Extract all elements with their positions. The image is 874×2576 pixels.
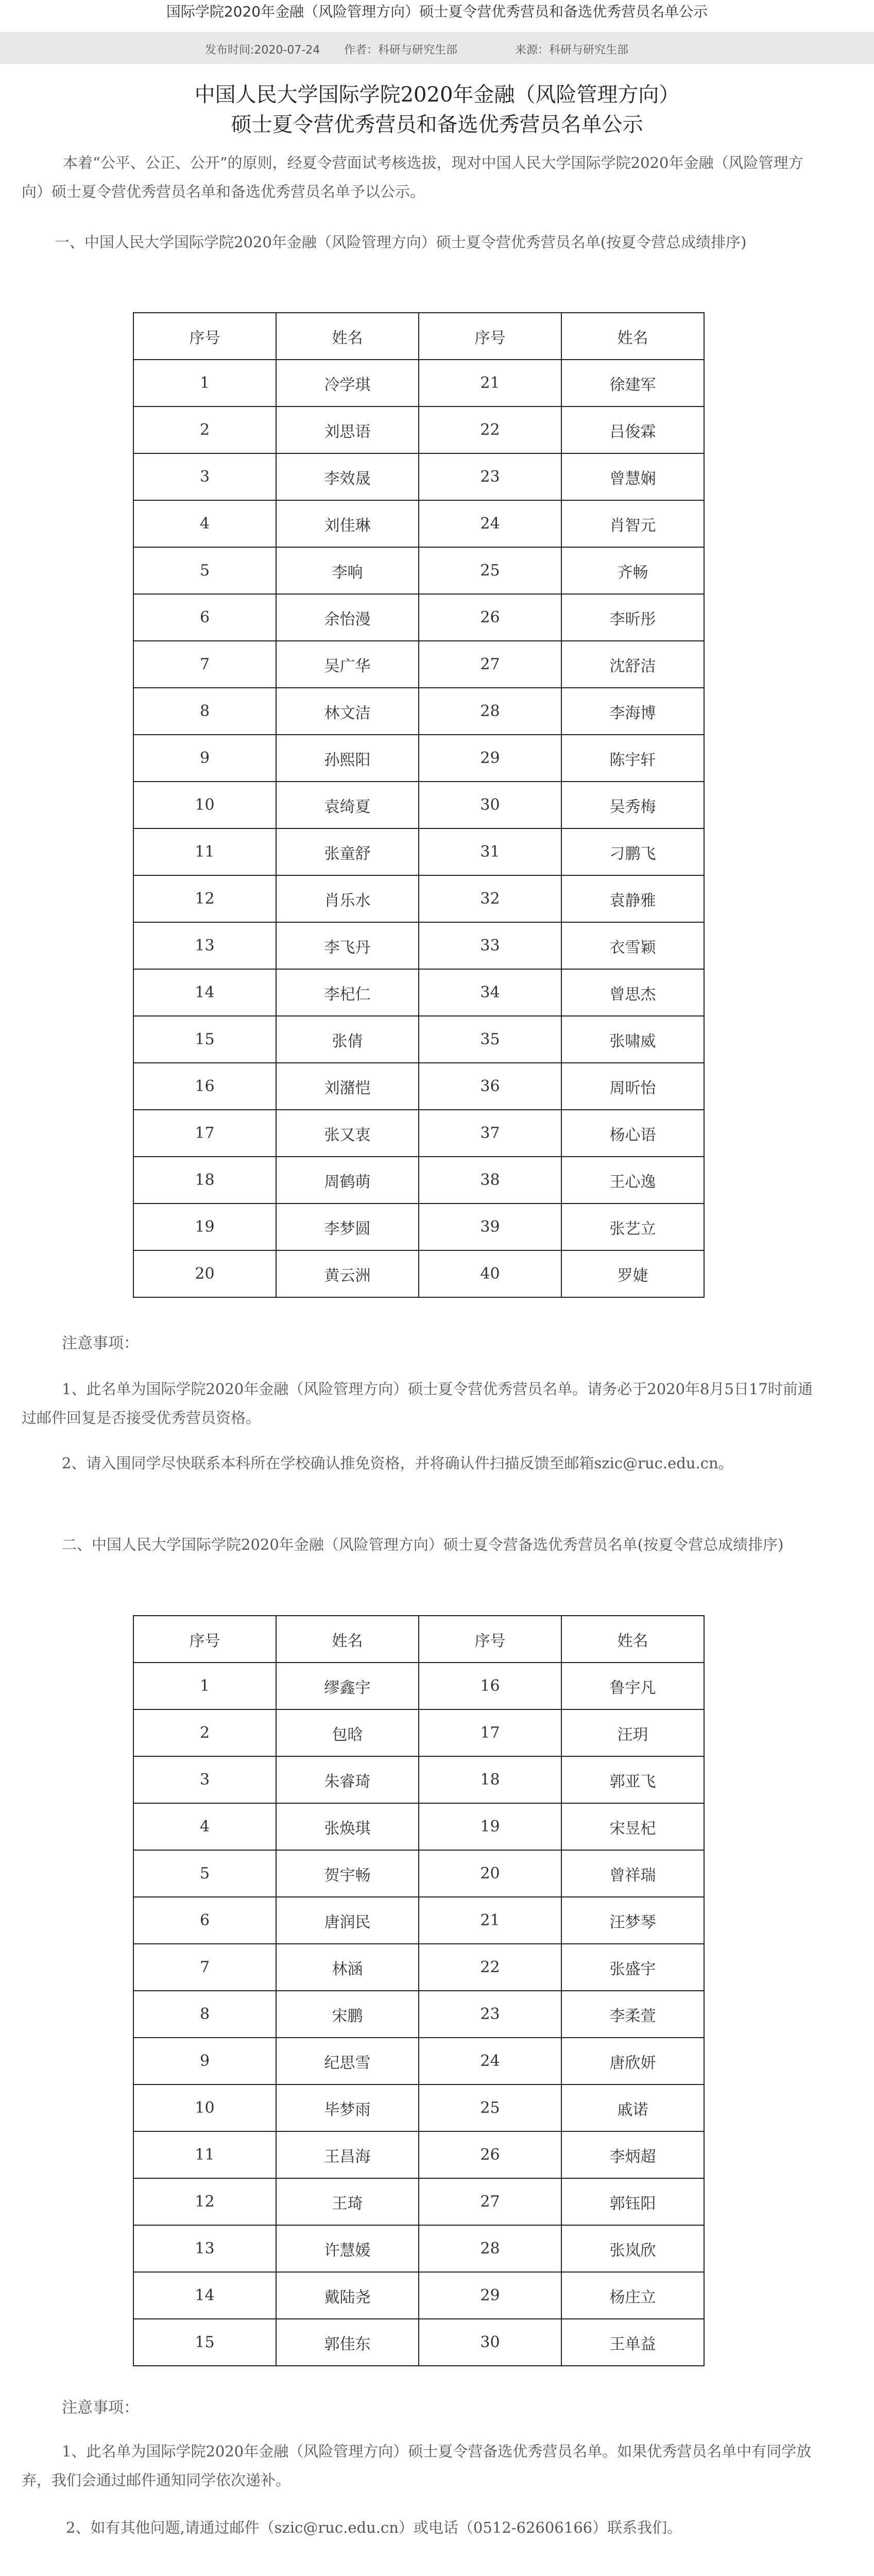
row-number-cell: 9 bbox=[133, 2038, 276, 2084]
row-number-cell: 11 bbox=[133, 828, 276, 875]
notes1-heading: 注意事项： bbox=[62, 1334, 139, 1352]
student-name-cell: 王心逸 bbox=[561, 1157, 704, 1204]
table-row bbox=[133, 641, 704, 688]
row-number-cell: 22 bbox=[419, 406, 561, 453]
table-row bbox=[133, 969, 704, 1016]
student-name-cell: 唐润民 bbox=[276, 1897, 419, 1944]
source: 来源：科研与研究生部 bbox=[515, 44, 629, 57]
student-name-cell: 肖乐水 bbox=[276, 875, 419, 922]
row-number-cell: 31 bbox=[419, 828, 561, 875]
row-number-cell: 39 bbox=[419, 1204, 561, 1250]
row-number-cell: 3 bbox=[133, 453, 276, 500]
row-number-cell: 6 bbox=[133, 1897, 276, 1944]
student-name-cell: 沈舒洁 bbox=[561, 641, 704, 688]
row-number-cell: 11 bbox=[133, 2131, 276, 2178]
section1-heading: 一、中国人民大学国际学院2020年金融（风险管理方向）硕士夏令营优秀营员名单(按夏令营总成绩排序) bbox=[55, 233, 747, 251]
row-number-cell: 32 bbox=[419, 875, 561, 922]
student-name-cell: 李炳超 bbox=[561, 2131, 704, 2178]
student-name-cell: 周鹤萌 bbox=[276, 1157, 419, 1204]
row-number-cell: 20 bbox=[133, 1250, 276, 1297]
table-row bbox=[133, 1803, 704, 1850]
student-name-cell: 朱睿琦 bbox=[276, 1756, 419, 1803]
table-header-cell: 姓名 bbox=[561, 1616, 704, 1663]
row-number-cell: 23 bbox=[419, 1991, 561, 2038]
student-name-cell: 陈宇轩 bbox=[561, 735, 704, 782]
row-number-cell: 29 bbox=[419, 2272, 561, 2319]
backup-roster-table bbox=[133, 1615, 705, 2366]
row-number-cell: 1 bbox=[133, 1663, 276, 1709]
row-number-cell: 4 bbox=[133, 500, 276, 547]
row-number-cell: 17 bbox=[419, 1709, 561, 1756]
row-number-cell: 19 bbox=[133, 1204, 276, 1250]
student-name-cell: 林涵 bbox=[276, 1944, 419, 1991]
row-number-cell: 18 bbox=[419, 1756, 561, 1803]
row-number-cell: 12 bbox=[133, 875, 276, 922]
page-top-title: 国际学院2020年金融（风险管理方向）硕士夏令营优秀营员和备选优秀营员名单公示 bbox=[166, 3, 708, 20]
student-name-cell: 王单益 bbox=[561, 2319, 704, 2366]
row-number-cell: 16 bbox=[133, 1063, 276, 1110]
notes2-item2: 2、如有其他问题,请通过邮件（szic@ruc.edu.cn）或电话（0512-62606166）联系我们。 bbox=[66, 2519, 682, 2536]
table-header-cell: 姓名 bbox=[276, 313, 419, 360]
row-number-cell: 27 bbox=[419, 641, 561, 688]
student-name-cell: 吴广华 bbox=[276, 641, 419, 688]
student-name-cell: 郭钰阳 bbox=[561, 2178, 704, 2225]
student-name-cell: 鲁宇凡 bbox=[561, 1663, 704, 1709]
row-number-cell: 13 bbox=[133, 922, 276, 969]
table-row bbox=[133, 2272, 704, 2319]
intro-paragraph: 本着“公平、公正、公开”的原则，经夏令营面试考核选拔，现对中国人民大学国际学院2020年金融（风险管理方向）硕士夏令营优秀营员名单和备选优秀营员名单予以公示。 bbox=[22, 154, 803, 200]
table-row bbox=[133, 1663, 704, 1709]
row-number-cell: 28 bbox=[419, 2225, 561, 2272]
row-number-cell: 7 bbox=[133, 641, 276, 688]
row-number-cell: 14 bbox=[133, 969, 276, 1016]
row-number-cell: 29 bbox=[419, 735, 561, 782]
student-name-cell: 郭佳东 bbox=[276, 2319, 419, 2366]
student-name-cell: 衣雪颖 bbox=[561, 922, 704, 969]
student-name-cell: 张倩 bbox=[276, 1016, 419, 1063]
row-number-cell: 15 bbox=[133, 1016, 276, 1063]
student-name-cell: 李响 bbox=[276, 547, 419, 594]
row-number-cell: 6 bbox=[133, 594, 276, 641]
table-row bbox=[133, 1709, 704, 1756]
table-row bbox=[133, 1944, 704, 1991]
row-number-cell: 30 bbox=[419, 2319, 561, 2366]
student-name-cell: 贺宇畅 bbox=[276, 1850, 419, 1897]
student-name-cell: 李飞丹 bbox=[276, 922, 419, 969]
table-row bbox=[133, 1016, 704, 1063]
student-name-cell: 郭亚飞 bbox=[561, 1756, 704, 1803]
row-number-cell: 24 bbox=[419, 500, 561, 547]
student-name-cell: 李海博 bbox=[561, 688, 704, 735]
row-number-cell: 15 bbox=[133, 2319, 276, 2366]
student-name-cell: 曾祥瑞 bbox=[561, 1850, 704, 1897]
student-name-cell: 宋鹏 bbox=[276, 1991, 419, 2038]
row-number-cell: 1 bbox=[133, 360, 276, 406]
row-number-cell: 21 bbox=[419, 1897, 561, 1944]
table-header-cell: 序号 bbox=[419, 313, 561, 360]
table-row bbox=[133, 1157, 704, 1204]
student-name-cell: 王琦 bbox=[276, 2178, 419, 2225]
row-number-cell: 25 bbox=[419, 547, 561, 594]
student-name-cell: 李效晟 bbox=[276, 453, 419, 500]
student-name-cell: 徐建军 bbox=[561, 360, 704, 406]
student-name-cell: 孙熙阳 bbox=[276, 735, 419, 782]
student-name-cell: 包晗 bbox=[276, 1709, 419, 1756]
table-row bbox=[133, 500, 704, 547]
row-number-cell: 33 bbox=[419, 922, 561, 969]
student-name-cell: 王昌海 bbox=[276, 2131, 419, 2178]
row-number-cell: 36 bbox=[419, 1063, 561, 1110]
row-number-cell: 21 bbox=[419, 360, 561, 406]
table-row bbox=[133, 2131, 704, 2178]
row-number-cell: 26 bbox=[419, 594, 561, 641]
student-name-cell: 曾慧娴 bbox=[561, 453, 704, 500]
student-name-cell: 戚诺 bbox=[561, 2084, 704, 2131]
row-number-cell: 35 bbox=[419, 1016, 561, 1063]
student-name-cell: 刘佳琳 bbox=[276, 500, 419, 547]
student-name-cell: 缪鑫宇 bbox=[276, 1663, 419, 1709]
row-number-cell: 23 bbox=[419, 453, 561, 500]
notes1-item1: 1、此名单为国际学院2020年金融（风险管理方向）硕士夏令营优秀营员名单。请务必于2020年8月5日17时前通过邮件回复是否接受优秀营员资格。 bbox=[22, 1380, 813, 1427]
student-name-cell: 袁绮夏 bbox=[276, 782, 419, 828]
student-name-cell: 张又衷 bbox=[276, 1110, 419, 1157]
table-row bbox=[133, 1850, 704, 1897]
row-number-cell: 13 bbox=[133, 2225, 276, 2272]
row-number-cell: 27 bbox=[419, 2178, 561, 2225]
table-row bbox=[133, 2178, 704, 2225]
table-row bbox=[133, 735, 704, 782]
table-row bbox=[133, 547, 704, 594]
table-header-cell: 序号 bbox=[133, 1616, 276, 1663]
student-name-cell: 张童舒 bbox=[276, 828, 419, 875]
row-number-cell: 19 bbox=[419, 1803, 561, 1850]
excellent-roster-table bbox=[133, 312, 705, 1298]
doc-title-line2: 硕士夏令营优秀营员和备选优秀营员名单公示 bbox=[231, 113, 643, 137]
table-header-row bbox=[133, 1616, 704, 1663]
table-row bbox=[133, 688, 704, 735]
student-name-cell: 张岚欣 bbox=[561, 2225, 704, 2272]
table-header-cell: 序号 bbox=[133, 313, 276, 360]
student-name-cell: 李杞仁 bbox=[276, 969, 419, 1016]
student-name-cell: 唐欣妍 bbox=[561, 2038, 704, 2084]
student-name-cell: 曾思杰 bbox=[561, 969, 704, 1016]
table-row bbox=[133, 2038, 704, 2084]
table-row bbox=[133, 2319, 704, 2366]
row-number-cell: 3 bbox=[133, 1756, 276, 1803]
row-number-cell: 8 bbox=[133, 1991, 276, 2038]
row-number-cell: 34 bbox=[419, 969, 561, 1016]
student-name-cell: 李柔萱 bbox=[561, 1991, 704, 2038]
notes1-item2: 2、请入围同学尽快联系本科所在学校确认推免资格，并将确认件扫描反馈至邮箱szic@ruc.edu.cn。 bbox=[62, 1454, 733, 1472]
student-name-cell: 戴陆尧 bbox=[276, 2272, 419, 2319]
row-number-cell: 24 bbox=[419, 2038, 561, 2084]
student-name-cell: 周昕怡 bbox=[561, 1063, 704, 1110]
student-name-cell: 纪思雪 bbox=[276, 2038, 419, 2084]
row-number-cell: 5 bbox=[133, 547, 276, 594]
student-name-cell: 张盛宇 bbox=[561, 1944, 704, 1991]
row-number-cell: 2 bbox=[133, 1709, 276, 1756]
table-row bbox=[133, 875, 704, 922]
row-number-cell: 40 bbox=[419, 1250, 561, 1297]
table-row bbox=[133, 594, 704, 641]
row-number-cell: 14 bbox=[133, 2272, 276, 2319]
row-number-cell: 20 bbox=[419, 1850, 561, 1897]
student-name-cell: 林文洁 bbox=[276, 688, 419, 735]
student-name-cell: 黄云洲 bbox=[276, 1250, 419, 1297]
table-row bbox=[133, 406, 704, 453]
student-name-cell: 肖智元 bbox=[561, 500, 704, 547]
table-row bbox=[133, 828, 704, 875]
student-name-cell: 李昕彤 bbox=[561, 594, 704, 641]
row-number-cell: 2 bbox=[133, 406, 276, 453]
doc-title-line1: 中国人民大学国际学院2020年金融（风险管理方向） bbox=[194, 83, 680, 107]
student-name-cell: 齐畅 bbox=[561, 547, 704, 594]
student-name-cell: 张焕琪 bbox=[276, 1803, 419, 1850]
student-name-cell: 许慧媛 bbox=[276, 2225, 419, 2272]
row-number-cell: 10 bbox=[133, 782, 276, 828]
notes2-heading: 注意事项： bbox=[62, 2399, 139, 2417]
student-name-cell: 汪梦琴 bbox=[561, 1897, 704, 1944]
row-number-cell: 5 bbox=[133, 1850, 276, 1897]
student-name-cell: 杨心语 bbox=[561, 1110, 704, 1157]
row-number-cell: 38 bbox=[419, 1157, 561, 1204]
row-number-cell: 8 bbox=[133, 688, 276, 735]
table-header-row bbox=[133, 313, 704, 360]
student-name-cell: 刁鹏飞 bbox=[561, 828, 704, 875]
student-name-cell: 吕俊霖 bbox=[561, 406, 704, 453]
table-row bbox=[133, 1110, 704, 1157]
table-row bbox=[133, 2084, 704, 2131]
student-name-cell: 罗婕 bbox=[561, 1250, 704, 1297]
row-number-cell: 9 bbox=[133, 735, 276, 782]
meta-bar bbox=[0, 32, 874, 64]
row-number-cell: 12 bbox=[133, 2178, 276, 2225]
table-row bbox=[133, 453, 704, 500]
student-name-cell: 刘潴恺 bbox=[276, 1063, 419, 1110]
table-row bbox=[133, 1897, 704, 1944]
table-header-cell: 姓名 bbox=[276, 1616, 419, 1663]
student-name-cell: 毕梦雨 bbox=[276, 2084, 419, 2131]
student-name-cell: 吴秀梅 bbox=[561, 782, 704, 828]
student-name-cell: 袁静雅 bbox=[561, 875, 704, 922]
row-number-cell: 30 bbox=[419, 782, 561, 828]
student-name-cell: 李梦圆 bbox=[276, 1204, 419, 1250]
table-row bbox=[133, 1756, 704, 1803]
student-name-cell: 刘思语 bbox=[276, 406, 419, 453]
row-number-cell: 28 bbox=[419, 688, 561, 735]
student-name-cell: 冷学琪 bbox=[276, 360, 419, 406]
student-name-cell: 张啸威 bbox=[561, 1016, 704, 1063]
row-number-cell: 37 bbox=[419, 1110, 561, 1157]
table-header-cell: 序号 bbox=[419, 1616, 561, 1663]
row-number-cell: 26 bbox=[419, 2131, 561, 2178]
row-number-cell: 16 bbox=[419, 1663, 561, 1709]
row-number-cell: 4 bbox=[133, 1803, 276, 1850]
notes2-item1: 1、此名单为国际学院2020年金融（风险管理方向）硕士夏令营备选优秀营员名单。如果优秀营员名单中有同学放弃，我们会通过邮件通知同学依次递补。 bbox=[22, 2443, 812, 2489]
table-row bbox=[133, 922, 704, 969]
student-name-cell: 张艺立 bbox=[561, 1204, 704, 1250]
table-row bbox=[133, 1991, 704, 2038]
publish-time: 发布时间:2020-07-24 bbox=[205, 44, 320, 57]
row-number-cell: 25 bbox=[419, 2084, 561, 2131]
student-name-cell: 余怡漫 bbox=[276, 594, 419, 641]
row-number-cell: 18 bbox=[133, 1157, 276, 1204]
table-row bbox=[133, 360, 704, 406]
student-name-cell: 杨庄立 bbox=[561, 2272, 704, 2319]
table-row bbox=[133, 1063, 704, 1110]
row-number-cell: 17 bbox=[133, 1110, 276, 1157]
row-number-cell: 22 bbox=[419, 1944, 561, 1991]
table-row bbox=[133, 2225, 704, 2272]
student-name-cell: 宋昱杞 bbox=[561, 1803, 704, 1850]
table-header-cell: 姓名 bbox=[561, 313, 704, 360]
student-name-cell: 汪玥 bbox=[561, 1709, 704, 1756]
author: 作者：科研与研究生部 bbox=[344, 44, 458, 57]
table-row bbox=[133, 782, 704, 828]
table-row bbox=[133, 1250, 704, 1297]
section2-heading: 二、中国人民大学国际学院2020年金融（风险管理方向）硕士夏令营备选优秀营员名单(按夏令营总成绩排序) bbox=[62, 1536, 784, 1553]
row-number-cell: 7 bbox=[133, 1944, 276, 1991]
row-number-cell: 10 bbox=[133, 2084, 276, 2131]
table-row bbox=[133, 1204, 704, 1250]
